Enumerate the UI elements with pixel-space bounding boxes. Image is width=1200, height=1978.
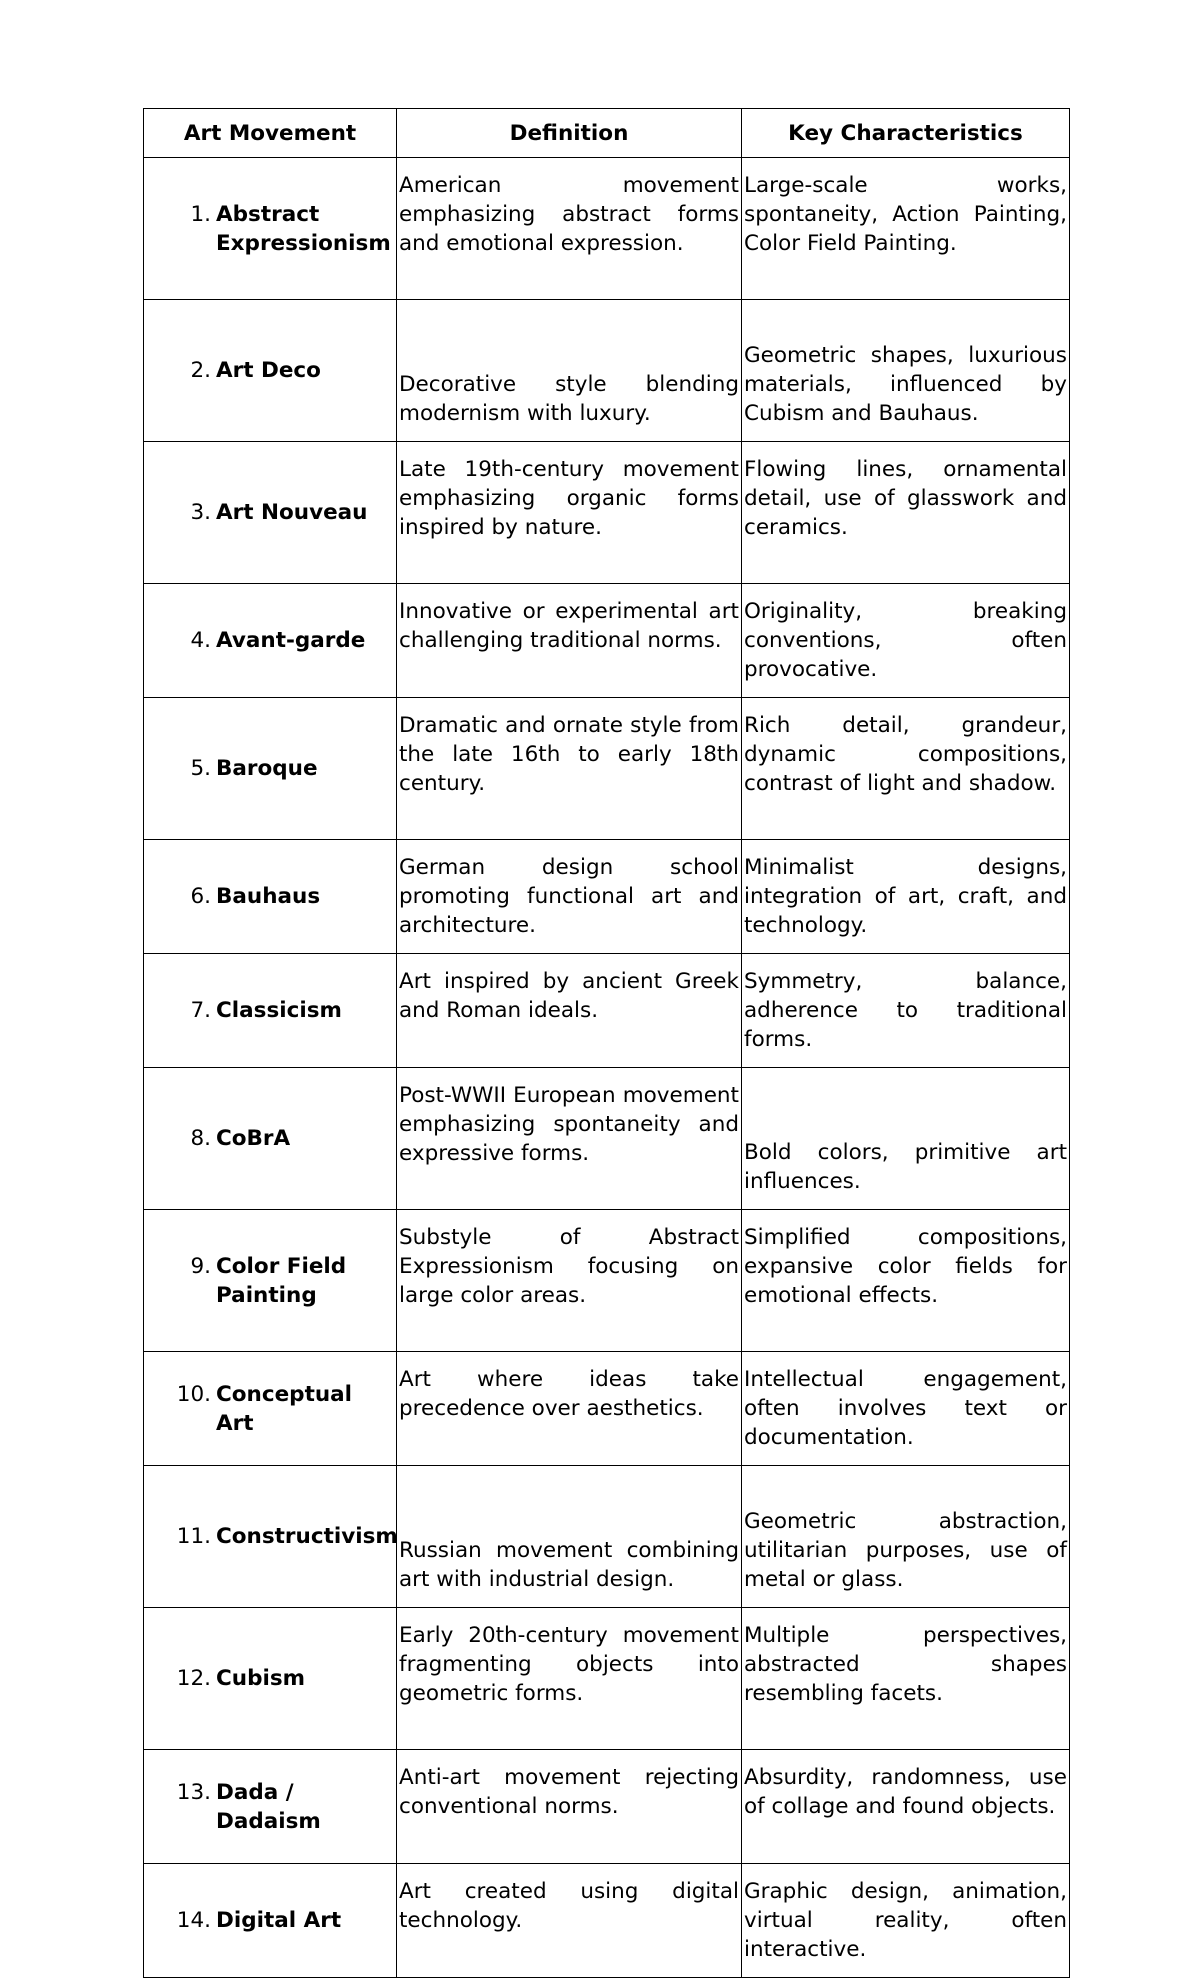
table-row <box>144 1864 1070 1978</box>
movement-name: Digital Art <box>216 1908 342 1933</box>
row-number: 13. <box>176 1779 211 1805</box>
definition-cell: Art inspired by ancient Greek and Roman ideals. <box>397 954 742 1068</box>
movement-name: Abstract Expressionism <box>216 201 391 256</box>
row-number: 1. <box>190 201 211 227</box>
characteristics-cell: Large-scale works, spontaneity, Action Painting, Color Field Painting. <box>742 158 1070 300</box>
movement-name: Baroque <box>216 756 318 781</box>
characteristics-cell: Flowing lines, ornamental detail, use of glasswork and ceramics. <box>742 442 1070 584</box>
movement-cell <box>144 1352 397 1466</box>
row-number: 11. <box>176 1524 211 1549</box>
row-number: 14. <box>176 1908 211 1933</box>
characteristics-cell: Minimalist designs, integration of art, craft, and technology. <box>742 840 1070 954</box>
definition-cell: Early 20th-century movement fragmenting objects into geometric forms. <box>397 1608 742 1750</box>
movement-cell <box>144 1466 397 1608</box>
movement-cell <box>144 954 397 1068</box>
characteristics-cell: Geometric abstraction, utilitarian purposes, use of metal or glass. <box>742 1466 1070 1608</box>
movement-cell <box>144 1750 397 1864</box>
row-number: 7. <box>190 998 211 1023</box>
movement-cell <box>144 300 397 442</box>
movement-cell <box>144 698 397 840</box>
row-number: 5. <box>190 756 211 781</box>
definition-cell: Substyle of Abstract Expressionism focusing on large color areas. <box>397 1210 742 1352</box>
movement-name: Art Deco <box>216 358 321 383</box>
definition-cell: Anti-art movement rejecting conventional norms. <box>397 1750 742 1864</box>
header-key-characteristics: Key Characteristics <box>742 109 1070 158</box>
characteristics-cell: Graphic design, animation, virtual reality, often interactive. <box>742 1864 1070 1978</box>
movement-name: Classicism <box>216 998 342 1023</box>
definition-cell: Post-WWII European movement emphasizing spontaneity and expressive forms. <box>397 1068 742 1210</box>
characteristics-cell: Originality, breaking conventions, often provocative. <box>742 584 1070 698</box>
definition-cell: Late 19th-century movement emphasizing organic forms inspired by nature. <box>397 442 742 584</box>
table-row <box>144 442 1070 584</box>
characteristics-cell: Symmetry, balance, adherence to traditional forms. <box>742 954 1070 1068</box>
characteristics-cell: Absurdity, randomness, use of collage and found objects. <box>742 1750 1070 1864</box>
movement-name: Constructivism <box>216 1524 398 1549</box>
table-row <box>144 1352 1070 1466</box>
table-row <box>144 954 1070 1068</box>
row-number: 3. <box>190 500 211 525</box>
art-movements-table <box>143 108 1070 1978</box>
table-row <box>144 1210 1070 1352</box>
table-row <box>144 1068 1070 1210</box>
definition-cell: Art where ideas take precedence over aesthetics. <box>397 1352 742 1466</box>
table-row <box>144 698 1070 840</box>
movement-name: Cubism <box>216 1666 306 1691</box>
table-row <box>144 584 1070 698</box>
characteristics-cell: Rich detail, grandeur, dynamic compositions, contrast of light and shadow. <box>742 698 1070 840</box>
row-number: 2. <box>190 358 211 383</box>
characteristics-cell: Geometric shapes, luxurious materials, influenced by Cubism and Bauhaus. <box>742 300 1070 442</box>
row-number: 10. <box>176 1381 211 1407</box>
table-row <box>144 1750 1070 1864</box>
table-row <box>144 1608 1070 1750</box>
row-number: 6. <box>190 884 211 909</box>
movement-name: Avant-garde <box>216 628 366 653</box>
header-art-movement: Art Movement <box>144 109 397 158</box>
row-number: 8. <box>190 1126 211 1151</box>
definition-cell: Decorative style blending modernism with luxury. <box>397 300 742 442</box>
definition-cell: Art created using digital technology. <box>397 1864 742 1978</box>
definition-cell: Innovative or experimental art challenging traditional norms. <box>397 584 742 698</box>
definition-cell: German design school promoting functional art and architecture. <box>397 840 742 954</box>
movement-name: Color Field Painting <box>216 1253 347 1308</box>
characteristics-cell: Bold colors, primitive art influences. <box>742 1068 1070 1210</box>
row-number: 12. <box>176 1666 211 1691</box>
movement-cell <box>144 1068 397 1210</box>
movement-cell <box>144 1608 397 1750</box>
movement-name: Bauhaus <box>216 884 321 909</box>
movement-cell <box>144 442 397 584</box>
definition-cell: Dramatic and ornate style from the late 16th to early 18th century. <box>397 698 742 840</box>
movement-name: Art Nouveau <box>216 500 368 525</box>
characteristics-cell: Multiple perspectives, abstracted shapes resembling facets. <box>742 1608 1070 1750</box>
movement-cell <box>144 1864 397 1978</box>
movement-name: Conceptual Art <box>216 1381 353 1436</box>
table-header-row <box>144 109 1070 158</box>
movement-cell <box>144 1210 397 1352</box>
header-definition: Definition <box>397 109 742 158</box>
movement-name: CoBrA <box>216 1126 291 1151</box>
movement-cell <box>144 158 397 300</box>
characteristics-cell: Intellectual engagement, often involves text or documentation. <box>742 1352 1070 1466</box>
row-number: 9. <box>190 1253 211 1279</box>
definition-cell: American movement emphasizing abstract forms and emotional expression. <box>397 158 742 300</box>
characteristics-cell: Simplified compositions, expansive color fields for emotional effects. <box>742 1210 1070 1352</box>
definition-cell: Russian movement combining art with industrial design. <box>397 1466 742 1608</box>
movement-name: Dada / Dadaism <box>216 1779 321 1834</box>
table-row <box>144 840 1070 954</box>
table-row <box>144 300 1070 442</box>
movement-cell <box>144 840 397 954</box>
table-row <box>144 158 1070 300</box>
table-row <box>144 1466 1070 1608</box>
movement-cell <box>144 584 397 698</box>
row-number: 4. <box>190 628 211 653</box>
